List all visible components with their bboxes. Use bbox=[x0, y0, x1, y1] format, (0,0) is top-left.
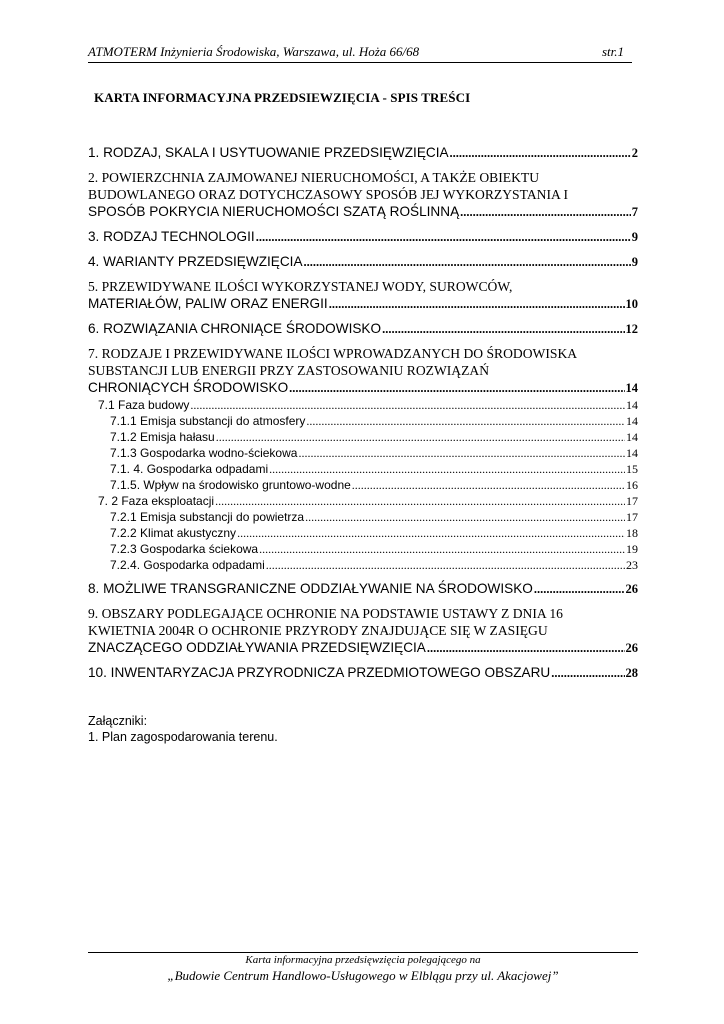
table-of-contents bbox=[88, 144, 638, 682]
toc-entry-line: KWIETNIA 2004R O OCHRONIE PRZYRODY ZNAJDUJĄCE SIĘ W ZASIĘGU bbox=[88, 623, 548, 638]
toc-leader bbox=[289, 380, 624, 397]
toc-entry-7-1-1[interactable] bbox=[88, 413, 638, 429]
toc-page-number: 26 bbox=[625, 641, 638, 655]
toc-entry-label: 7.2.4. Gospodarka odpadami bbox=[110, 558, 265, 572]
toc-leader bbox=[237, 525, 625, 541]
toc-leader bbox=[329, 296, 625, 313]
toc-page-number: 10 bbox=[625, 297, 638, 311]
toc-leader bbox=[256, 229, 631, 246]
footer-line-1: Karta informacyjna przedsięwzięcia polegającego na bbox=[245, 954, 481, 966]
toc-entry-10[interactable] bbox=[88, 664, 638, 682]
toc-page-number: 14 bbox=[626, 414, 638, 428]
toc-entry-7-1-5[interactable] bbox=[88, 477, 638, 493]
toc-leader bbox=[534, 581, 625, 598]
attachment-item: 1. Plan zagospodarowania terenu. bbox=[88, 730, 278, 744]
toc-page-number: 2 bbox=[631, 146, 638, 160]
toc-page-number: 14 bbox=[626, 430, 638, 444]
toc-page-number: 17 bbox=[626, 494, 638, 508]
toc-entry-label: 7.1 Faza budowy bbox=[98, 398, 190, 412]
toc-page-number: 16 bbox=[626, 478, 638, 492]
toc-leader bbox=[259, 541, 625, 557]
toc-leader bbox=[190, 397, 625, 413]
toc-entry-7-2-3[interactable] bbox=[88, 541, 638, 557]
toc-entry-label: 7.1.3 Gospodarka wodno-ściekowa bbox=[110, 446, 298, 460]
toc-entry-line: 5. PRZEWIDYWANE ILOŚCI WYKORZYSTANEJ WODY, SUROWCÓW, bbox=[88, 279, 513, 294]
toc-leader bbox=[304, 254, 631, 271]
toc-page-number: 9 bbox=[631, 255, 638, 269]
toc-entry-label: 8. MOŻLIWE TRANSGRANICZNE ODDZIAŁYWANIE NA ŚRODOWISKO bbox=[88, 581, 533, 596]
toc-entry-label: SPOSÓB POKRYCIA NIERUCHOMOŚCI SZATĄ ROŚLINNĄ bbox=[88, 204, 460, 219]
toc-leader bbox=[551, 665, 624, 682]
toc-entry-3[interactable] bbox=[88, 228, 638, 246]
toc-entry-7-2-1[interactable] bbox=[88, 509, 638, 525]
toc-entry-9[interactable] bbox=[88, 605, 638, 657]
toc-entry-line: 2. POWIERZCHNIA ZAJMOWANEJ NIERUCHOMOŚCI, A TAKŻE OBIEKTU bbox=[88, 170, 540, 185]
toc-page-number: 28 bbox=[625, 666, 638, 680]
toc-entry-label: 7.2.2 Klimat akustyczny bbox=[110, 526, 237, 540]
attachments-section bbox=[88, 713, 278, 745]
toc-page-number: 17 bbox=[626, 510, 638, 524]
attachments-heading: Załączniki: bbox=[88, 714, 148, 728]
toc-page-number: 19 bbox=[626, 542, 638, 556]
toc-page-number: 14 bbox=[625, 381, 638, 395]
toc-entry-label: 7.1. 4. Gospodarka odpadami bbox=[110, 462, 269, 476]
toc-leader bbox=[266, 557, 625, 573]
toc-page-number: 9 bbox=[631, 230, 638, 244]
toc-entry-1[interactable] bbox=[88, 144, 638, 162]
toc-entry-7-1[interactable] bbox=[88, 397, 638, 413]
toc-entry-7-2[interactable] bbox=[88, 493, 638, 509]
header-company: ATMOTERM Inżynieria Środowiska, Warszawa, ul. Hoża 66/68 bbox=[88, 44, 420, 59]
toc-page-number: 14 bbox=[626, 398, 638, 412]
toc-leader bbox=[306, 413, 625, 429]
toc-page-number: 26 bbox=[625, 582, 638, 596]
toc-entry-label: ZNACZĄCEGO ODDZIAŁYWANIA PRZEDSIĘWZIĘCIA bbox=[88, 640, 426, 655]
toc-leader bbox=[450, 145, 631, 162]
toc-page-number: 18 bbox=[626, 526, 638, 540]
toc-page-number: 23 bbox=[626, 558, 638, 572]
document-title: KARTA INFORMACYJNA PRZEDSIEWZIĘCIA - SPIS TREŚCI bbox=[94, 90, 471, 105]
toc-entry-label: 6. ROZWIĄZANIA CHRONIĄCE ŚRODOWISKO bbox=[88, 321, 382, 336]
toc-entry-label: 7.1.1 Emisja substancji do atmosfery bbox=[110, 414, 306, 428]
toc-entry-label: 7. 2 Faza eksploatacji bbox=[98, 494, 215, 508]
toc-entry-label: 7.2.3 Gospodarka ściekowa bbox=[110, 542, 259, 556]
toc-leader bbox=[460, 204, 631, 221]
toc-page-number: 12 bbox=[625, 322, 638, 336]
toc-leader bbox=[216, 429, 625, 445]
toc-entry-label: 4. WARIANTY PRZEDSIĘWZIĘCIA bbox=[88, 254, 303, 269]
toc-entry-4[interactable] bbox=[88, 253, 638, 271]
toc-entry-line: BUDOWLANEGO ORAZ DOTYCHCZASOWY SPOSÓB JEJ WYKORZYSTANIA I bbox=[88, 187, 568, 202]
toc-leader bbox=[305, 509, 625, 525]
page-footer bbox=[88, 952, 638, 984]
toc-leader bbox=[215, 493, 625, 509]
toc-entry-label: 7.2.1 Emisja substancji do powietrza bbox=[110, 510, 305, 524]
toc-entry-label: CHRONIĄCYCH ŚRODOWISKO bbox=[88, 380, 289, 395]
toc-page-number: 15 bbox=[626, 462, 638, 476]
toc-leader bbox=[269, 461, 625, 477]
toc-entry-7[interactable] bbox=[88, 345, 638, 397]
toc-entry-label: 1. RODZAJ, SKALA I USYTUOWANIE PRZEDSIĘWZIĘCIA bbox=[88, 145, 449, 160]
toc-entry-7-2-4[interactable] bbox=[88, 557, 638, 573]
toc-entry-7-2-2[interactable] bbox=[88, 525, 638, 541]
toc-entry-7-1-2[interactable] bbox=[88, 429, 638, 445]
toc-entry-label: 3. RODZAJ TECHNOLOGII bbox=[88, 229, 255, 244]
toc-entry-7-1-3[interactable] bbox=[88, 445, 638, 461]
toc-entry-label: 7.1.2 Emisja hałasu bbox=[110, 430, 215, 444]
toc-entry-8[interactable] bbox=[88, 580, 638, 598]
toc-page-number: 7 bbox=[631, 205, 638, 219]
toc-leader bbox=[382, 321, 624, 338]
footer-line-2: „Budowie Centrum Handlowo-Usługowego w Elblągu przy ul. Akacjowej” bbox=[167, 968, 559, 983]
toc-entry-line: 7. RODZAJE I PRZEWIDYWANE ILOŚCI WPROWADZANYCH DO ŚRODOWISKA bbox=[88, 346, 578, 361]
page-header bbox=[88, 42, 632, 63]
toc-entry-7-1-4[interactable] bbox=[88, 461, 638, 477]
header-page-number: str.1 bbox=[601, 44, 624, 59]
toc-leader bbox=[352, 477, 625, 493]
toc-entry-label: 10. INWENTARYZACJA PRZYRODNICZA PRZEDMIOTOWEGO OBSZARU bbox=[88, 665, 551, 680]
toc-entry-label: 7.1.5. Wpływ na środowisko gruntowo-wodne bbox=[110, 478, 351, 492]
toc-entry-line: SUBSTANCJI LUB ENERGII PRZY ZASTOSOWANIU ROZWIĄZAŃ bbox=[88, 363, 490, 378]
toc-entry-2[interactable] bbox=[88, 169, 638, 221]
toc-leader bbox=[427, 640, 625, 657]
toc-page-number: 14 bbox=[626, 446, 638, 460]
toc-entry-5[interactable] bbox=[88, 278, 638, 313]
toc-entry-line: 9. OBSZARY PODLEGAJĄCE OCHRONIE NA PODSTAWIE USTAWY Z DNIA 16 bbox=[88, 606, 563, 621]
toc-entry-6[interactable] bbox=[88, 320, 638, 338]
toc-leader bbox=[298, 445, 625, 461]
toc-entry-label: MATERIAŁÓW, PALIW ORAZ ENERGII bbox=[88, 296, 328, 311]
